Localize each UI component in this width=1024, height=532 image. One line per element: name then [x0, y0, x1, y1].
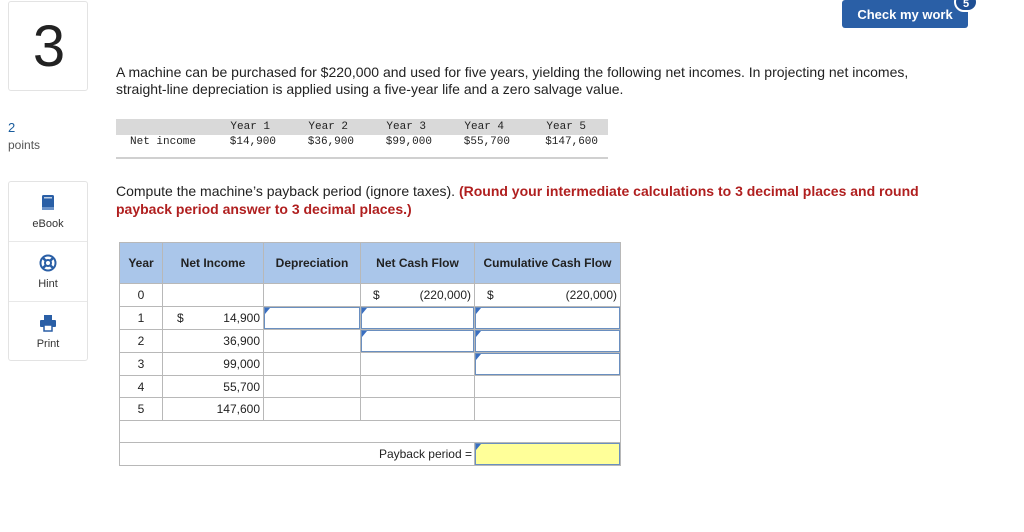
payback-row	[120, 443, 621, 466]
net-income-table-header	[116, 119, 608, 135]
net-income-value: $14,900	[229, 136, 276, 148]
table-row	[120, 284, 621, 307]
net-cash-flow-cell	[361, 329, 475, 352]
question-number: 3	[32, 14, 66, 79]
year-cell: 3	[120, 352, 163, 375]
net-income-value: 36,900	[163, 329, 264, 352]
rounding-instructions: (Round your intermediate calculations to 3 decimal places and round payback period answer to 3 decimal places.)	[116, 183, 919, 217]
row-label: Net income	[130, 136, 197, 148]
year-header: Year 2	[308, 121, 348, 133]
hint-button[interactable]	[9, 242, 87, 302]
spacer-row	[120, 421, 621, 443]
table-row	[120, 375, 621, 398]
net-cash-flow-cell	[361, 352, 475, 375]
book-icon	[39, 194, 57, 212]
column-header-cumulative-cash-flow: Cumulative Cash Flow	[475, 243, 621, 284]
cumulative-cash-flow-cell	[475, 284, 621, 307]
cumulative-cash-flow-cell	[475, 398, 621, 421]
payback-period-input[interactable]	[475, 443, 620, 465]
print-label: Print	[36, 338, 60, 350]
net-income-cell	[163, 306, 264, 329]
column-header-net-income: Net Income	[163, 243, 264, 284]
instructions	[116, 182, 956, 218]
net-income-table	[116, 119, 608, 159]
year-cell: 5	[120, 398, 163, 421]
depreciation-cell	[264, 284, 361, 307]
question-number-box	[8, 1, 88, 91]
net-income-value: 147,600	[163, 398, 264, 421]
attempts-badge: 5	[954, 0, 978, 12]
ebook-button[interactable]	[9, 182, 87, 242]
depreciation-cell	[264, 375, 361, 398]
year-header: Year 1	[230, 121, 270, 133]
instructions-text: Compute the machine’s payback period (ignore taxes).	[116, 183, 456, 199]
depreciation-input[interactable]	[264, 307, 360, 329]
year-cell: 4	[120, 375, 163, 398]
depreciation-cell	[264, 306, 361, 329]
column-header-year: Year	[120, 243, 163, 284]
year-header: Year 4	[464, 121, 504, 133]
net-income-value: 55,700	[163, 375, 264, 398]
net-cash-flow-cell	[361, 284, 475, 307]
year-cell: 2	[120, 329, 163, 352]
payback-calculation-table	[119, 242, 621, 466]
payback-label: Payback period =	[120, 443, 475, 466]
cumulative-cash-flow-cell	[475, 375, 621, 398]
year-header: Year 3	[386, 121, 426, 133]
column-header-net-cash-flow: Net Cash Flow	[361, 243, 475, 284]
net-cash-flow-cell	[361, 306, 475, 329]
currency-symbol: $	[177, 310, 184, 325]
cumulative-cash-flow-cell	[475, 306, 621, 329]
check-my-work-button[interactable]: Check my work	[842, 0, 968, 28]
points-label: points	[8, 138, 41, 152]
cumulative-cash-flow-input[interactable]	[475, 307, 620, 329]
tools-panel	[8, 181, 88, 361]
net-cash-flow-value: (220,000)	[419, 287, 471, 302]
year-header: Year 5	[546, 121, 586, 133]
spacer-cell	[120, 421, 621, 443]
depreciation-cell	[264, 329, 361, 352]
printer-icon	[39, 314, 57, 332]
net-income-value: $147,600	[545, 136, 598, 148]
lifebuoy-icon	[39, 254, 57, 272]
net-cash-flow-cell	[361, 398, 475, 421]
net-income-value: $36,900	[307, 136, 354, 148]
cumulative-cash-flow-input[interactable]	[475, 353, 620, 375]
column-header-depreciation: Depreciation	[264, 243, 361, 284]
depreciation-cell	[264, 352, 361, 375]
net-income-value: $99,000	[385, 136, 432, 148]
net-cash-flow-cell	[361, 375, 475, 398]
table-row	[120, 352, 621, 375]
net-cash-flow-input[interactable]	[361, 330, 474, 352]
year-cell: 0	[120, 284, 163, 307]
payback-cell	[475, 443, 621, 466]
table-row	[120, 329, 621, 352]
net-income-cell	[163, 284, 264, 307]
cumulative-cash-flow-value: (220,000)	[565, 287, 617, 302]
table-row	[120, 398, 621, 421]
depreciation-cell	[264, 398, 361, 421]
question-prompt: A machine can be purchased for $220,000 and used for five years, yielding the following net incomes. In projecting net incomes, straight-line depreciation is applied using a five-year life and a zero salvage value.	[116, 64, 909, 97]
currency-symbol: $	[487, 287, 494, 302]
hint-label: Hint	[38, 278, 58, 290]
cumulative-cash-flow-input[interactable]	[475, 330, 620, 352]
cumulative-cash-flow-cell	[475, 352, 621, 375]
ebook-label: eBook	[32, 218, 64, 230]
net-cash-flow-input[interactable]	[361, 307, 474, 329]
print-button[interactable]	[9, 302, 87, 362]
table-row	[120, 306, 621, 329]
year-cell: 1	[120, 306, 163, 329]
cumulative-cash-flow-cell	[475, 329, 621, 352]
currency-symbol: $	[373, 287, 380, 302]
net-income-value: $55,700	[463, 136, 510, 148]
net-income-value: 99,000	[163, 352, 264, 375]
net-income-value: 14,900	[223, 310, 260, 325]
points-value: 2	[8, 120, 16, 135]
